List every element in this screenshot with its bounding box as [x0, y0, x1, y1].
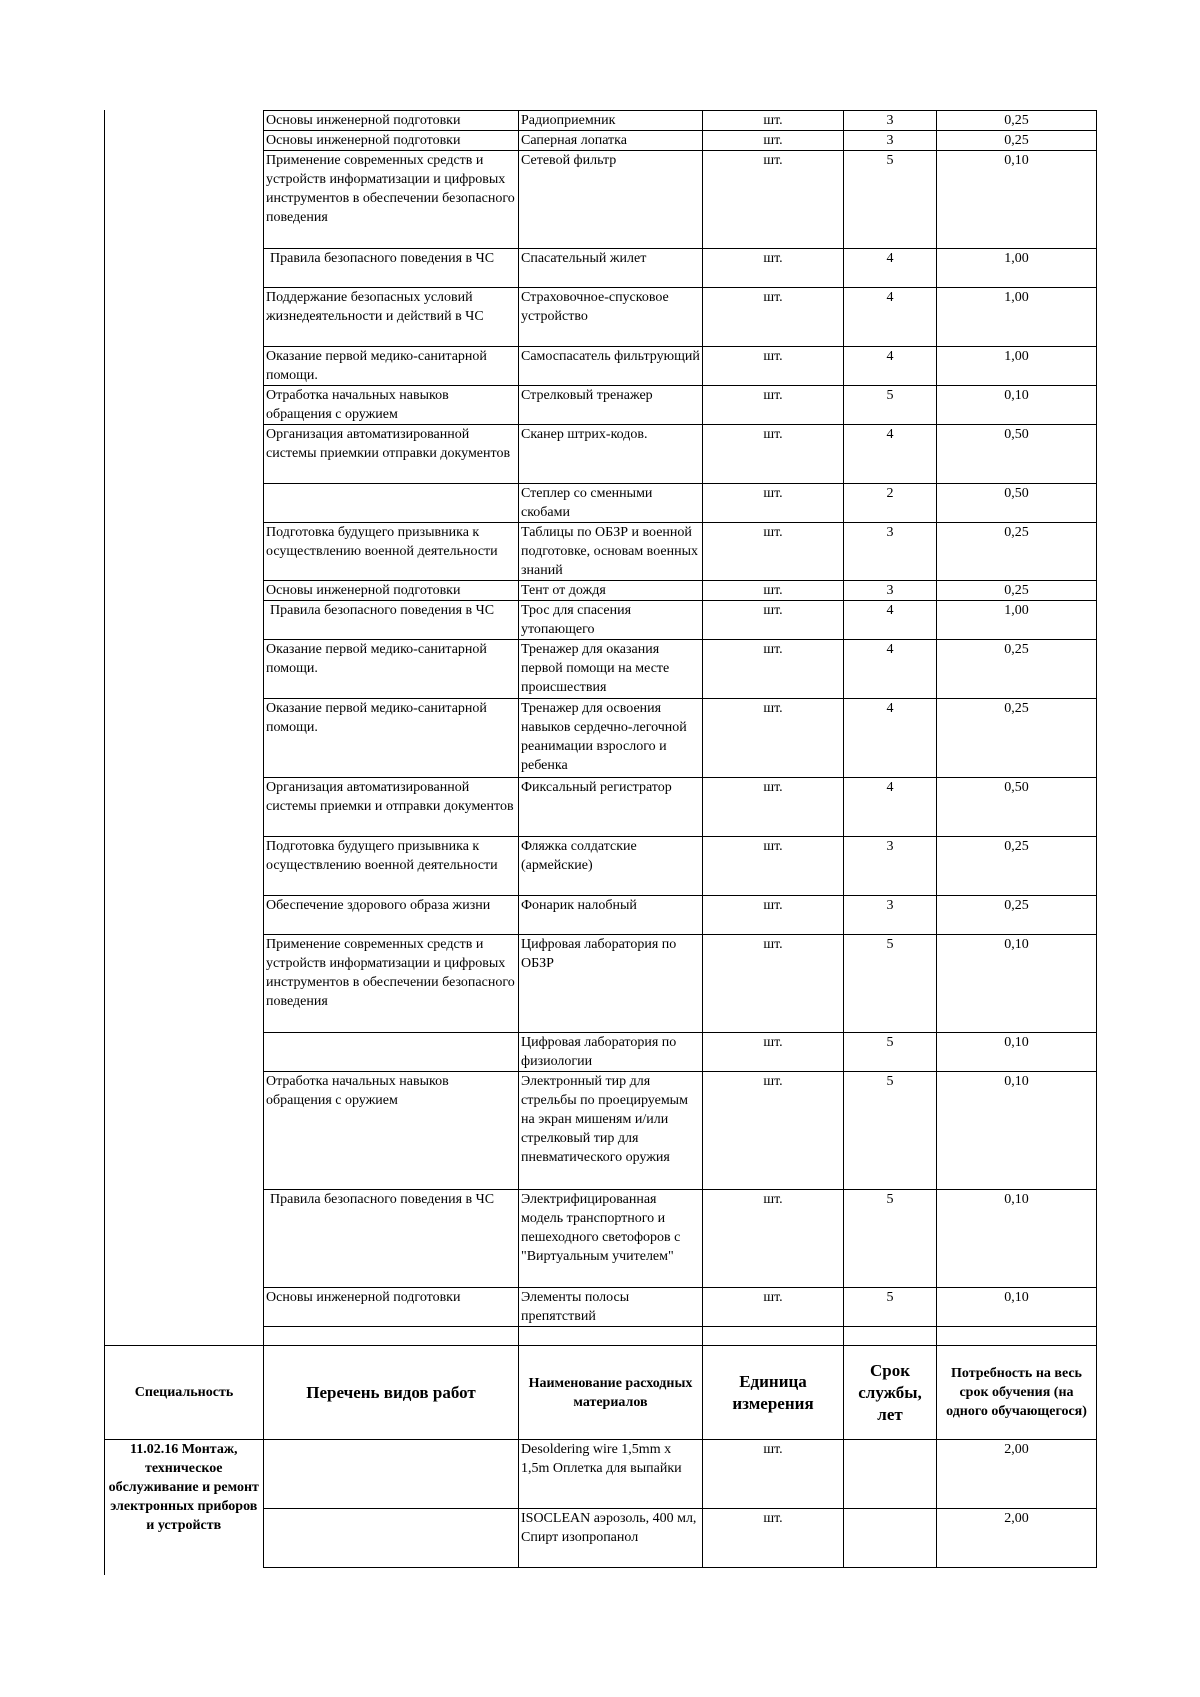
- work-type-cell: Обеспечение здорового образа жизни: [264, 896, 519, 935]
- equipment-name-cell: Самоспасатель фильтрующий: [519, 347, 703, 386]
- equipment-name-cell: Спасательный жилет: [519, 249, 703, 288]
- requirement-cell: 0,10: [937, 935, 1097, 1033]
- table-row: [105, 131, 1097, 151]
- requirement-cell: 0,25: [937, 896, 1097, 935]
- requirement-cell: 0,50: [937, 778, 1097, 837]
- equipment-name-cell: Электрифицированная модель транспортного и пешеходного светофоров с "Виртуальным учителем": [519, 1190, 703, 1288]
- table-row: [105, 1327, 1097, 1346]
- specialty-cell: [105, 484, 264, 523]
- work-type-cell: Правила безопасного поведения в ЧС: [264, 1190, 519, 1288]
- requirement-cell: 0,25: [937, 523, 1097, 581]
- unit-cell: шт.: [703, 523, 844, 581]
- service-life-cell: 3: [844, 111, 937, 131]
- equipment-table: [104, 110, 1097, 1568]
- equipment-name-cell: Фляжка солдатские (армейские): [519, 837, 703, 896]
- equipment-name-cell: Трос для спасения утопающего: [519, 601, 703, 640]
- work-type-cell: Оказание первой медико-санитарной помощи.: [264, 640, 519, 699]
- table-row: [105, 837, 1097, 896]
- equipment-name-cell: Саперная лопатка: [519, 131, 703, 151]
- unit-cell: шт.: [703, 1033, 844, 1072]
- specialty-cell: [105, 601, 264, 640]
- requirement-cell: 1,00: [937, 601, 1097, 640]
- requirement-cell: 2,00: [937, 1440, 1097, 1509]
- specialty-cell: [105, 1072, 264, 1190]
- requirement-cell: 0,25: [937, 699, 1097, 778]
- table-row: [105, 778, 1097, 837]
- table-row: [105, 1033, 1097, 1072]
- work-type-cell: Основы инженерной подготовки: [264, 111, 519, 131]
- equipment-name-cell: Цифровая лаборатория по физиологии: [519, 1033, 703, 1072]
- unit-cell: шт.: [703, 837, 844, 896]
- work-type-cell: Поддержание безопасных условий жизнедеятельности и действий в ЧС: [264, 288, 519, 347]
- unit-cell: шт.: [703, 699, 844, 778]
- equipment-name-cell: [519, 1327, 703, 1346]
- service-life-cell: 3: [844, 523, 937, 581]
- specialty-cell: [105, 151, 264, 249]
- specialty-cell: [105, 131, 264, 151]
- unit-cell: шт.: [703, 601, 844, 640]
- requirement-cell: 0,25: [937, 131, 1097, 151]
- unit-cell: шт.: [703, 896, 844, 935]
- equipment-name-cell: Стрелковый тренажер: [519, 386, 703, 425]
- specialty-cell: [105, 935, 264, 1033]
- requirement-cell: 0,10: [937, 1033, 1097, 1072]
- table-row: [105, 523, 1097, 581]
- work-type-cell: Подготовка будущего призывника к осуществлению военной деятельности: [264, 523, 519, 581]
- service-life-cell: [844, 1327, 937, 1346]
- specialty-cell: [105, 699, 264, 778]
- specialty-cell: [105, 386, 264, 425]
- service-life-cell: 4: [844, 288, 937, 347]
- material-name-cell: ISOCLEAN аэрозоль, 400 мл, Спирт изопропанол: [519, 1509, 703, 1568]
- equipment-name-cell: Электронный тир для стрельбы по проецируемым на экран мишеням и/или стрелковый тир для пневматического оружия: [519, 1072, 703, 1190]
- equipment-name-cell: Фонарик налобный: [519, 896, 703, 935]
- table-row: [105, 1072, 1097, 1190]
- table-row: [105, 425, 1097, 484]
- unit-cell: шт.: [703, 386, 844, 425]
- unit-cell: шт.: [703, 1190, 844, 1288]
- unit-cell: шт.: [703, 1288, 844, 1327]
- specialty-cell: [105, 111, 264, 131]
- requirement-cell: 0,25: [937, 837, 1097, 896]
- unit-cell: шт.: [703, 484, 844, 523]
- unit-cell: шт.: [703, 1440, 844, 1509]
- requirement-cell: 1,00: [937, 249, 1097, 288]
- table-row: [105, 699, 1097, 778]
- specialty-cell: [105, 288, 264, 347]
- unit-cell: шт.: [703, 347, 844, 386]
- table-row: [105, 249, 1097, 288]
- equipment-name-cell: Фиксальный регистратор: [519, 778, 703, 837]
- table-row: [105, 111, 1097, 131]
- work-type-cell: Применение современных средств и устройств информатизации и цифровых инструментов в обеспечении безопасного поведения: [264, 935, 519, 1033]
- service-life-cell: 5: [844, 386, 937, 425]
- service-life-cell: [844, 1440, 937, 1509]
- unit-cell: шт.: [703, 425, 844, 484]
- unit-cell: шт.: [703, 288, 844, 347]
- unit-cell: шт.: [703, 111, 844, 131]
- equipment-name-cell: Страховочное-спусковое устройство: [519, 288, 703, 347]
- table-row: [105, 288, 1097, 347]
- service-life-cell: 4: [844, 347, 937, 386]
- unit-cell: шт.: [703, 1072, 844, 1190]
- requirement-cell: 0,10: [937, 151, 1097, 249]
- work-type-cell: Основы инженерной подготовки: [264, 1288, 519, 1327]
- table-row: [105, 601, 1097, 640]
- requirement-cell: 0,25: [937, 581, 1097, 601]
- work-type-cell: Правила безопасного поведения в ЧС: [264, 601, 519, 640]
- equipment-name-cell: Тренажер для оказания первой помощи на месте происшествия: [519, 640, 703, 699]
- equipment-name-cell: Радиоприемник: [519, 111, 703, 131]
- header-service-life: Срок службы, лет: [844, 1346, 937, 1440]
- specialty-cell: [105, 523, 264, 581]
- table-row: [105, 484, 1097, 523]
- requirement-cell: 1,00: [937, 288, 1097, 347]
- equipment-name-cell: Тренажер для освоения навыков сердечно-легочной реанимации взрослого и ребенка: [519, 699, 703, 778]
- header-unit: Единица измерения: [703, 1346, 844, 1440]
- header-requirement: Потребность на весь срок обучения (на одного обучающегося): [937, 1346, 1097, 1440]
- equipment-name-cell: Степлер со сменными скобами: [519, 484, 703, 523]
- work-type-cell: Основы инженерной подготовки: [264, 131, 519, 151]
- unit-cell: шт.: [703, 778, 844, 837]
- work-type-cell: Правила безопасного поведения в ЧС: [264, 249, 519, 288]
- header-materials: Наименование расходных материалов: [519, 1346, 703, 1440]
- work-type-cell: Организация автоматизированной системы приемки и отправки документов: [264, 778, 519, 837]
- table-row: [105, 935, 1097, 1033]
- unit-cell: шт.: [703, 249, 844, 288]
- service-life-cell: 4: [844, 778, 937, 837]
- work-type-cell: Отработка начальных навыков обращения с оружием: [264, 1072, 519, 1190]
- material-name-cell: Desoldering wire 1,5mm x 1,5m Оплетка для выпайки: [519, 1440, 703, 1509]
- service-life-cell: 4: [844, 601, 937, 640]
- requirement-cell: 2,00: [937, 1509, 1097, 1568]
- table-row: [105, 581, 1097, 601]
- service-life-cell: 3: [844, 837, 937, 896]
- requirement-cell: 0,50: [937, 425, 1097, 484]
- work-type-cell: Организация автоматизированной системы приемкии отправки документов: [264, 425, 519, 484]
- service-life-cell: 4: [844, 699, 937, 778]
- specialty-cell: [105, 640, 264, 699]
- requirement-cell: 0,10: [937, 1288, 1097, 1327]
- specialty-cell: [105, 249, 264, 288]
- table-row: [105, 386, 1097, 425]
- work-type-cell: Оказание первой медико-санитарной помощи.: [264, 347, 519, 386]
- work-type-cell: [264, 1509, 519, 1568]
- work-type-cell: [264, 1033, 519, 1072]
- equipment-name-cell: Таблицы по ОБЗР и военной подготовке, основам военных знаний: [519, 523, 703, 581]
- unit-cell: [703, 1327, 844, 1346]
- service-life-cell: 5: [844, 151, 937, 249]
- specialty-cell: [105, 1288, 264, 1327]
- table-header-row: [105, 1346, 1097, 1440]
- unit-cell: шт.: [703, 151, 844, 249]
- specialty-cell: [105, 581, 264, 601]
- equipment-name-cell: Тент от дождя: [519, 581, 703, 601]
- service-life-cell: 3: [844, 896, 937, 935]
- header-work-types: Перечень видов работ: [264, 1346, 519, 1440]
- service-life-cell: 3: [844, 131, 937, 151]
- specialty-name-cell: 11.02.16 Монтаж, техническое обслуживание и ремонт электронных приборов и устройств: [105, 1440, 264, 1568]
- requirement-cell: 0,10: [937, 1072, 1097, 1190]
- unit-cell: шт.: [703, 131, 844, 151]
- specialty-cell: [105, 425, 264, 484]
- requirement-cell: 1,00: [937, 347, 1097, 386]
- equipment-name-cell: Сетевой фильтр: [519, 151, 703, 249]
- service-life-cell: 4: [844, 640, 937, 699]
- work-type-cell: Отработка начальных навыков обращения с оружием: [264, 386, 519, 425]
- work-type-cell: Применение современных средств и устройств информатизации и цифровых инструментов в обеспечении безопасного поведения: [264, 151, 519, 249]
- work-type-cell: [264, 1327, 519, 1346]
- service-life-cell: 5: [844, 1288, 937, 1327]
- requirement-cell: 0,10: [937, 1190, 1097, 1288]
- table-row: [105, 1190, 1097, 1288]
- service-life-cell: 3: [844, 581, 937, 601]
- table-row: [105, 347, 1097, 386]
- unit-cell: шт.: [703, 1509, 844, 1568]
- specialty-cell: [105, 896, 264, 935]
- service-life-cell: 5: [844, 1033, 937, 1072]
- service-life-cell: 5: [844, 1072, 937, 1190]
- service-life-cell: 5: [844, 1190, 937, 1288]
- table-row: [105, 151, 1097, 249]
- service-life-cell: 2: [844, 484, 937, 523]
- requirement-cell: 0,50: [937, 484, 1097, 523]
- header-specialty: Специальность: [105, 1346, 264, 1440]
- equipment-name-cell: Элементы полосы препятствий: [519, 1288, 703, 1327]
- requirement-cell: 0,25: [937, 111, 1097, 131]
- service-life-cell: [844, 1509, 937, 1568]
- equipment-name-cell: Сканер штрих-кодов.: [519, 425, 703, 484]
- specialty-cell: [105, 1327, 264, 1346]
- service-life-cell: 4: [844, 249, 937, 288]
- table-row: [105, 896, 1097, 935]
- unit-cell: шт.: [703, 640, 844, 699]
- specialty-cell: [105, 1033, 264, 1072]
- specialty-cell: [105, 778, 264, 837]
- work-type-cell: [264, 484, 519, 523]
- work-type-cell: Основы инженерной подготовки: [264, 581, 519, 601]
- specialty-cell: [105, 1190, 264, 1288]
- specialty-cell: [105, 837, 264, 896]
- equipment-name-cell: Цифровая лаборатория по ОБЗР: [519, 935, 703, 1033]
- requirement-cell: [937, 1327, 1097, 1346]
- unit-cell: шт.: [703, 935, 844, 1033]
- unit-cell: шт.: [703, 581, 844, 601]
- table-row: [105, 1440, 1097, 1509]
- service-life-cell: 4: [844, 425, 937, 484]
- requirement-cell: 0,25: [937, 640, 1097, 699]
- work-type-cell: Оказание первой медико-санитарной помощи.: [264, 699, 519, 778]
- specialty-cell: [105, 347, 264, 386]
- table-row: [105, 1288, 1097, 1327]
- table-row: [105, 640, 1097, 699]
- work-type-cell: [264, 1440, 519, 1509]
- service-life-cell: 5: [844, 935, 937, 1033]
- requirement-cell: 0,10: [937, 386, 1097, 425]
- work-type-cell: Подготовка будущего призывника к осуществлению военной деятельности: [264, 837, 519, 896]
